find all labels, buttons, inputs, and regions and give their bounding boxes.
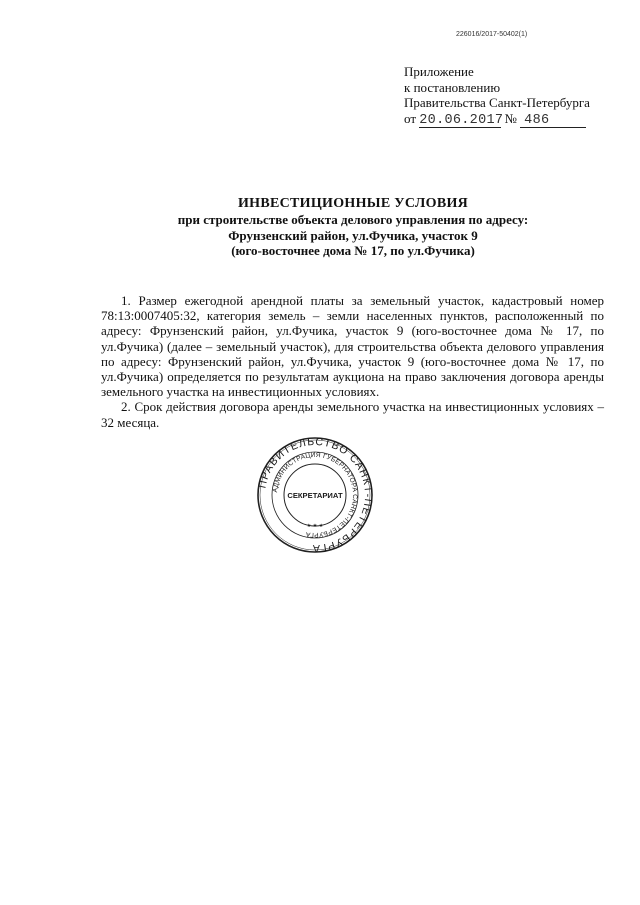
document-registration-number: 226016/2017-50402(1): [456, 31, 528, 38]
stamp-seal-graphic: [256, 436, 374, 554]
official-stamp: [256, 436, 374, 554]
document-number: 486: [520, 114, 586, 128]
appendix-line-3: Правительства Санкт-Петербурга: [404, 95, 590, 110]
appendix-line-1: Приложение: [404, 64, 474, 79]
stamp-stars: ★ ★ ★: [306, 523, 324, 529]
heading-subtitle-line-1: при строительстве объекта делового управления по адресу:: [177, 212, 529, 227]
number-prefix: №: [504, 110, 517, 126]
paragraph-2: 2. Срок действия договора аренды земельного участка на инвестиционных условиях – 32 месяца.: [101, 399, 604, 430]
paragraph-1: 1. Размер ежегодной арендной платы за земельный участок, кадастровый номер 78:13:0007405:32, категория земель – земли населенных пунктов, расположенный по адресу: Фрунзенский район, ул.Фучика, участок 9 (юго-восточнее дома № 17, по ул.Фучика) (далее – земельный участок), для строительства объекта делового управления по адресу: Фрунзенский район, ул.Фучика, участок 9 (юго-восточнее дома № 17, по ул.Фучика) определяется по результатам аукциона на право заключения договора аренды земельного участка на инвестиционных условиях.: [101, 293, 604, 400]
appendix-block: [404, 64, 604, 128]
date-prefix: от: [404, 110, 417, 126]
stamp-inner-text: АДМИНИСТРАЦИЯ ГУБЕРНАТОРА САНКТ-ПЕТЕРБУРГА: [272, 451, 359, 539]
document-title: ИНВЕСТИЦИОННЫЕ УСЛОВИЯ: [237, 196, 469, 211]
document-date: 20.06.2017: [419, 112, 504, 128]
appendix-date-number-line: [404, 111, 604, 128]
heading-subtitle-line-2: Фрунзенский район, ул.Фучика, участок 9: [228, 227, 478, 243]
heading-subtitle-line-3: (юго-восточнее дома № 17, по ул.Фучика): [231, 243, 475, 258]
stamp-center-text: СЕКРЕТАРИАТ: [287, 491, 343, 500]
appendix-line-2: к постановлению: [404, 79, 501, 95]
document-body: [101, 293, 604, 430]
document-heading: [100, 196, 606, 259]
stamp-outer-text: ПРАВИТЕЛЬСТВО САНКТ-ПЕТЕРБУРГА: [256, 436, 374, 554]
